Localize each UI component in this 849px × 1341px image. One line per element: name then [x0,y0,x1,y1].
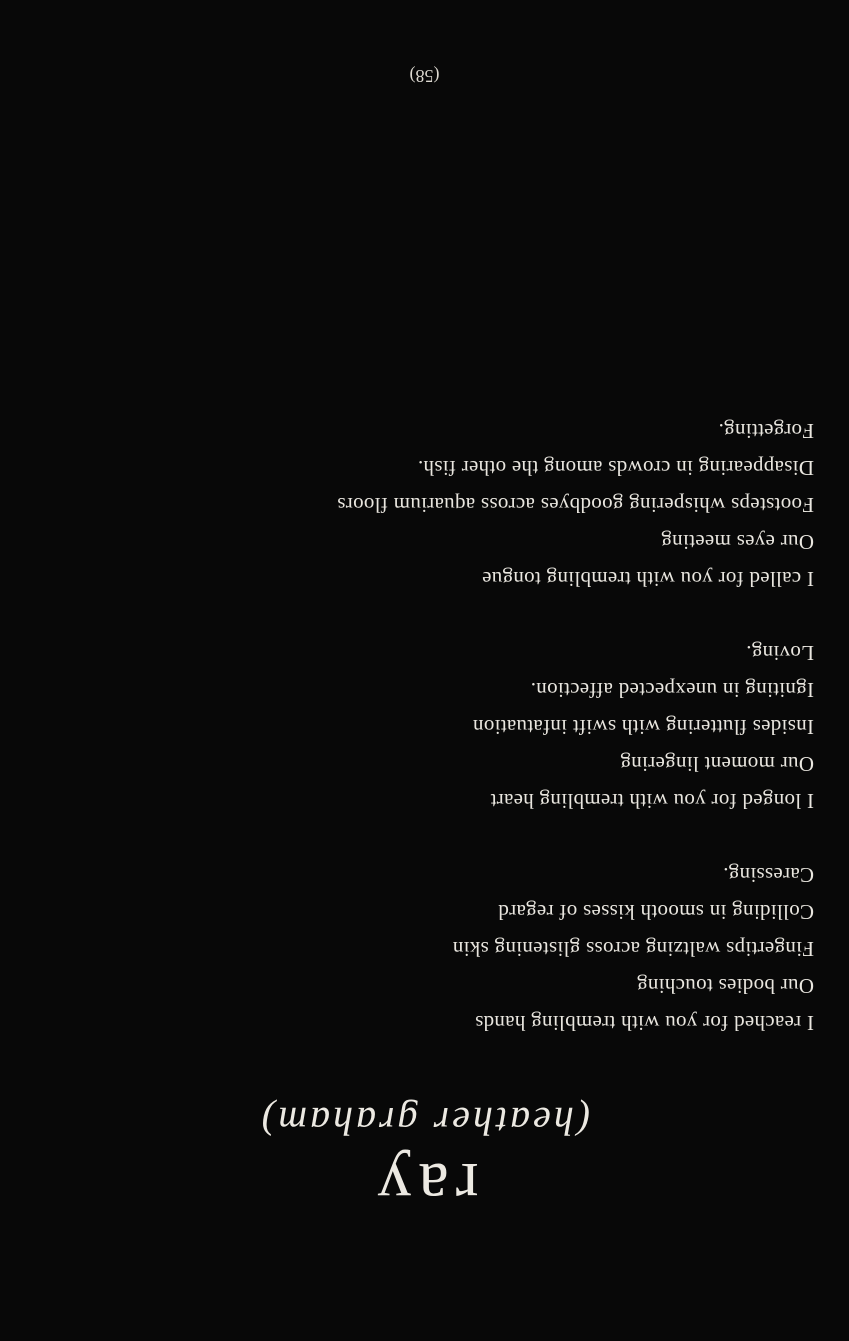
poem-line: Our eyes meeting [661,530,814,554]
stanza-3 [174,412,814,597]
stanza-break [174,819,814,856]
poem-line: Igniting in unexpected affection. [530,678,814,702]
poem-line: Caressing. [722,863,814,887]
poem-author: (heather graham) [258,1099,591,1144]
poem-line: Fingertips waltzing across glistening skin [452,937,814,961]
poem-line: Insides fluttering with swift infatuation [472,715,814,739]
stanza-1 [174,856,814,1041]
stanza-break [174,597,814,634]
poem-line: I called for you with trembling tongue [481,567,814,591]
poem-line: Our bodies touching [636,974,814,998]
poem-line: I longed for you with trembling heart [490,789,814,813]
poem-line: Loving. [745,641,814,665]
poem-line: Our moment lingering [620,752,814,776]
poem-line: Disappearing in crowds among the other fish. [417,456,814,480]
poem-line: Footsteps whispering goodbyes across aquarium floors [337,493,814,517]
page-number: (58) [409,66,440,86]
poem-line: I reached for you with trembling hands [474,1011,814,1035]
poem-line: Forgetting. [718,419,814,443]
stanza-2 [174,634,814,819]
poem-body [174,412,814,1041]
poem-title: ray [370,1149,479,1225]
poem-line: Colliding in smooth kisses of regard [498,900,814,924]
